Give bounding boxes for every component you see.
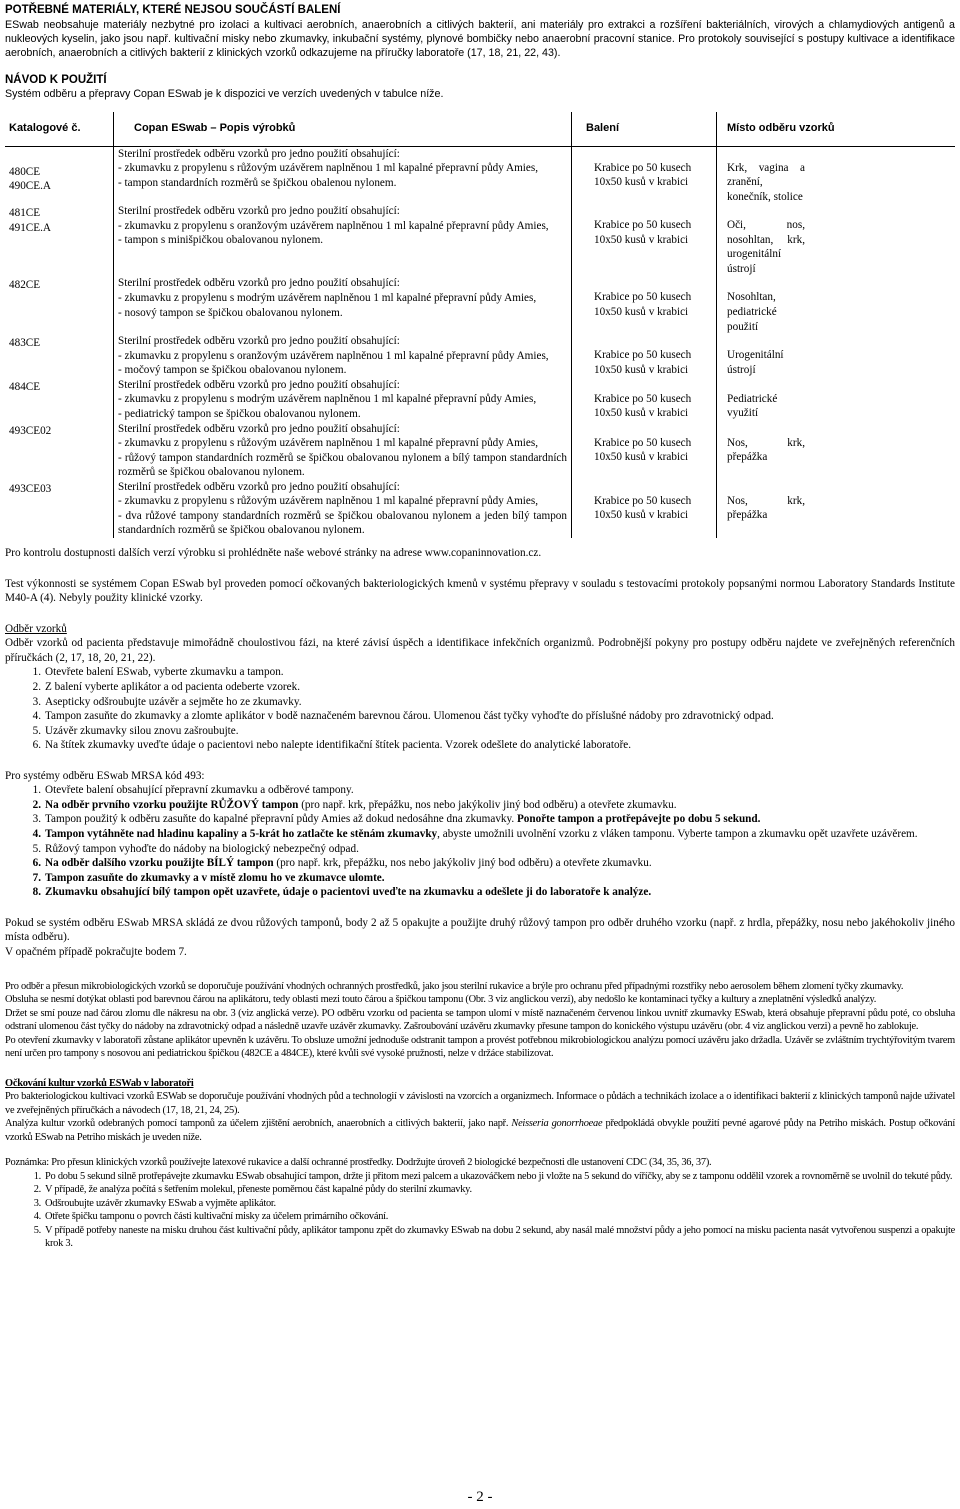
item-text: Tampon zasuňte do zkumavky a zlomte aplikátor v bodě naznačeném barevnou čárou. Ulomenou část tyčky vyhoďte do příslušné nádoby pro zdravotnický odpad. (45, 710, 774, 723)
list-item (5, 1183, 955, 1197)
collection-steps (5, 665, 955, 752)
item-number: 5. (33, 1224, 41, 1236)
description-line: Sterilní prostředek odběru vzorků pro jedno použití obsahující: (118, 277, 400, 290)
catalog-number: 490CE.A (9, 180, 51, 193)
packaging-line: Krabice po 50 kusech (594, 392, 692, 405)
packaging-line: Krabice po 50 kusech (594, 436, 692, 449)
item-text: Uzávěr zkumavky silou znovu zašroubujte. (45, 724, 239, 737)
list-item (5, 856, 955, 871)
list-item (5, 738, 955, 753)
catalog-cell (5, 276, 114, 334)
item-number: 1. (32, 784, 41, 797)
mrsa-heading: Pro systémy odběru ESwab MRSA kód 493: (5, 769, 205, 782)
description-line: - tampon s minišpičkou obalovanou nylonem. (118, 234, 324, 247)
packaging-line: Krabice po 50 kusech (594, 161, 692, 174)
item-text: V případě potřeby naneste na misku druhou část kultivační půdy, aplikátor tamponu zpět do zkumavky ESwab na dobu 2 sekund, aby nasál malé množství půdy a jeho pomocí na misku pacienta nasát vytvořenou suspenzi a opakujte krok 3. (45, 1224, 955, 1250)
description-line: - zkumavku z propylenu s růžovým uzávěrem naplněnou 1 ml kapalné přepravní půdy Amies, (118, 495, 539, 508)
item-number: 7. (32, 871, 41, 884)
product-description (118, 204, 567, 248)
item-text: Z balení vyberte aplikátor a od pacienta odeberte vzorek. (45, 680, 301, 693)
packaging-cell (572, 146, 717, 204)
safety-paragraph-1: Pro odběr a přesun mikrobiologických vzorků se doporučuje používání vhodných ochranných prostředků, jako jsou sterilní rukavice a brýle pro ochranu před případnými rozstřiky nebo aerosolem během zlomení tyčky zkumavky. (5, 980, 904, 992)
item-text: Ponořte tampon a protřepávejte po dobu 5 sekund. (516, 813, 761, 826)
item-text: Otevřete balení obsahující přepravní zkumavku a odběrové tampony. (45, 784, 354, 797)
product-description (118, 276, 567, 320)
catalog-number: 484CE (9, 380, 41, 393)
item-text: Na odběr prvního vzorku použijte RŮŽOVÝ tampon (45, 798, 299, 811)
site-cell: Oči, nos, nosohltan, krk, urogenitální ústrojí (727, 219, 805, 275)
item-number: 2. (33, 1184, 41, 1196)
description-line: - nosový tampon se špičkou obalovanou nylonem. (118, 306, 343, 319)
list-item (5, 812, 955, 827)
description-cell (114, 480, 572, 538)
product-description (118, 378, 567, 422)
item-text: Otřete špičku tamponu o povrch části kultivační misky za účelem primárního očkování. (45, 1211, 389, 1223)
description-cell (114, 204, 572, 276)
description-cell (114, 146, 572, 204)
list-item (5, 724, 955, 739)
item-number: 3. (32, 813, 41, 826)
organism-name: Neisseria gonorrhoeae (511, 1118, 603, 1130)
catalog-number: 480CE (9, 165, 41, 178)
catalog-cell (5, 480, 114, 538)
item-text: (pro např. krk, přepážku, nos nebo jakýkoliv jiný bod odběru) a otevřete zkumavku. (298, 798, 677, 811)
site-cell: Nos, krk, přepážka (727, 494, 805, 522)
item-number: 3. (33, 1197, 41, 1209)
product-table (5, 112, 955, 539)
catalog-number: 493CE02 (9, 424, 52, 437)
culture-paragraph-1: Pro bakteriologickou kultivaci vzorků ESWab se doporučuje používání vhodných půd a technologií v závislosti na vzorcích a organizmech. Informace o půdách a technikách izolace a o identifikaci bakterií z klinických tamponů najde uživatel ve zveřejněných příručkách a návodech (17, 18, 21, 24, 25). (5, 1091, 955, 1116)
product-table-body (5, 146, 955, 538)
header-catalog: Katalogové č. (5, 112, 114, 147)
inoculation-steps (5, 1170, 955, 1251)
packaging-cell (572, 378, 717, 422)
packaging-line: Krabice po 50 kusech (594, 494, 692, 507)
item-number: 2. (32, 680, 41, 693)
description-line: - zkumavku z propylenu s modrým uzávěrem naplněnou 1 ml kapalné přepravní půdy Amies, (118, 393, 537, 406)
list-item (5, 871, 955, 886)
header-description: Copan ESwab – Popis výrobků (114, 112, 572, 147)
table-row (5, 276, 955, 334)
description-cell (114, 378, 572, 422)
product-description (118, 334, 567, 378)
table-row (5, 146, 955, 204)
packaging-line: 10x50 kusů v krabici (594, 176, 689, 189)
product-table-header (5, 112, 955, 147)
table-row (5, 422, 955, 480)
safety-paragraph-3: Držet se smí pouze nad čárou zlomu dle nákresu na obr. 3 (viz anglická verze). PO odběru vzorku od pacienta se tampon ulomí v místě naznačeném červenou linkou uvnitř zkumavky ESwab, která obsahuje přepravní půdu poté, co obsluha odstraní ulomenou část tyčky do nádoby na zdravotnický odpad a následně uzavře uzávěr zkumavky. Zašroubování uzávěru zkumavky přesune tampon do konického výstupu uzávěru (obr. 4 viz anglickou verzi) a pevně ho zablokuje. (5, 1007, 955, 1033)
table-row (5, 480, 955, 538)
catalog-number: 482CE (9, 279, 41, 292)
collection-text: Odběr vzorků od pacienta představuje mimořádně choulostivou fázi, na které závisí úspěch a identifikace infekčních organizmů. Podrobnější pokyny pro postupy odběru najdete ve zveřejněných referenčních příručkách (2, 17, 18, 20, 21, 22). (5, 637, 955, 664)
site-cell: Urogenitální ústrojí (727, 349, 784, 376)
list-item (5, 1170, 955, 1184)
catalog-cell (5, 378, 114, 422)
list-item (5, 783, 955, 798)
product-description (118, 480, 567, 538)
page-number: - 2 - (467, 1489, 493, 1505)
item-text: Odšroubujte uzávěr zkumavky ESwab a vyjměte aplikátor. (45, 1197, 276, 1209)
item-number: 5. (32, 724, 41, 737)
item-text: Otevřete balení ESwab, vyberte zkumavku a tampon. (45, 666, 284, 679)
list-item (5, 709, 955, 724)
materials-intro: ESwab neobsahuje materiály nezbytné pro izolaci a kultivaci aerobních, anaerobních a citlivých bakterií, ani materiály pro extrakci a rozšíření bakteriálních, virových a chlamydiových antigenů a nukleových kyselin, jako jsou např. kultivační misky nebo zkumavky, inkubační systémy, plynové bombičky nebo anaerobní pracovní stanice. Pro protokoly související s postupy kultivace a identifikace aerobních, anaerobních a citlivých bakterií z klinických vzorků odkazujeme na příručky laboratoře (17, 18, 21, 22, 43). (5, 18, 955, 59)
header-site: Místo odběru vzorků (717, 112, 956, 147)
item-text: Zkumavku obsahující bílý tampon opět uzavřete, údaje o pacientovi uveďte na zkumavku a odešlete ji do laboratoře k analýze. (45, 886, 652, 899)
culture-paragraph-2: Analýza kultur vzorků odebraných pomocí tamponů za účelem zjištění aerobních, anaerobních a citlivých bakterií, jako např. Neisseria gonorrhoeae předpokládá obvykle použití pevné agarové půdy na Petriho miskách. Postup očkování vzorků ESwab na Petriho miskách je uveden níže. (5, 1118, 955, 1143)
description-line: - tampon standardních rozměrů se špičkou obalenou nylonem. (118, 176, 397, 189)
safety-note: Poznámka: Pro přesun klinických vzorků používejte latexové rukavice a další ochranné prostředky. Dodržujte úroveň 2 biologické bezpečnosti dle ustanovení CDC (34, 35, 36, 37). (5, 1157, 712, 1169)
item-text: Na odběr dalšího vzorku použijte BÍLÝ tampon (45, 857, 274, 870)
item-text: Tampon zasuňte do zkumavky a v místě zlomu ho ve zkumavce ulomte. (45, 871, 385, 884)
description-line: - močový tampon se špičkou obalovanou nylonem. (118, 364, 347, 377)
description-line: - dva růžové tampony standardních rozměrů se špičkou obalovanou nylonem a jeden bílý tampon standardních rozměrů se špičkou obalovanou nylonem. (118, 509, 567, 537)
catalog-number: 481CE (9, 207, 41, 220)
catalog-number: 491CE.A (9, 221, 51, 234)
item-number: 8. (32, 886, 41, 899)
safety-paragraph-2: Obsluha se nesmí dotýkat oblasti pod barevnou čárou na aplikátoru, tedy oblasti mezi touto čárou a špičkou tamponu (Obr. 3 viz anglickou verzi), aby nedošlo ke kontaminaci tyčky a kultury a zneplatnění výsledků analýzy. (5, 994, 877, 1006)
item-text: Asepticky odšroubujte uzávěr a sejměte ho ze zkumavky. (45, 695, 302, 708)
list-item (5, 842, 955, 857)
description-line: - zkumavku z propylenu s růžovým uzávěrem naplněnou 1 ml kapalné přepravní půdy Amies, (118, 162, 539, 175)
packaging-line: Krabice po 50 kusech (594, 291, 692, 304)
packaging-line: 10x50 kusů v krabici (594, 306, 689, 318)
description-line: - zkumavku z propylenu s modrým uzávěrem naplněnou 1 ml kapalné přepravní půdy Amies, (118, 292, 537, 304)
item-text: , abyste umožnili uvolnění vzorku z vláken tamponu. Vyberte tampon a zkumavku opět uzavřete uzávěrem. (437, 828, 918, 840)
packaging-line: Krabice po 50 kusech (594, 349, 692, 362)
description-line: - růžový tampon standardních rozměrů se špičkou obalovanou nylonem a bílý tampon standardních rozměrů se špičkou obalovanou nylonem. (118, 451, 567, 479)
product-description (118, 147, 567, 191)
site-cell: Krk, vagina a zranění, konečník, stolice (727, 161, 805, 203)
item-number: 6. (32, 739, 41, 752)
list-item (5, 665, 955, 680)
site-cell: Nosohltan, pediatrické použití (727, 291, 777, 333)
packaging-cell (572, 422, 717, 480)
item-text: Tampon použitý k odběru zasuňte do kapalné přepravní půdy Amies až dokud nedosáhne dna zkumavky. (45, 813, 517, 826)
table-row (5, 378, 955, 422)
catalog-number: 493CE03 (9, 482, 52, 495)
header-packaging: Balení (572, 112, 717, 147)
safety-paragraph-4: Po otevření zkumavky v laboratoři zůstane aplikátor upevněn k uzávěru. To obsluze umožní jednoduše odstranit tampon a provést potřebnou mikrobiologickou analýzu pomocí uzávěru jako držadla. Uzávěr se zvláštním trychtýřovitým tvarem není určen pro tampony s nosovou ani pediatrickou špičkou (482CE a 484CE), které kvůli své vysoké pružnosti, nelze v držáce stabilizovat. (5, 1034, 955, 1060)
item-number: 5. (32, 842, 41, 855)
section-title-usage: NÁVOD K POUŽITÍ (5, 73, 107, 86)
list-item (5, 695, 955, 710)
description-line: Sterilní prostředek odběru vzorků pro jedno použití obsahující: (118, 422, 400, 435)
item-text: Růžový tampon vyhoďte do nádoby na biologický nebezpečný odpad. (45, 842, 359, 855)
packaging-line: 10x50 kusů v krabici (594, 233, 689, 246)
packaging-cell (572, 334, 717, 378)
description-cell (114, 276, 572, 334)
catalog-cell (5, 204, 114, 276)
description-cell (114, 422, 572, 480)
description-line: Sterilní prostředek odběru vzorků pro jedno použití obsahující: (118, 378, 400, 391)
item-number: 1. (33, 1170, 41, 1182)
catalog-cell (5, 334, 114, 378)
performance-note: Test výkonnosti se systémem Copan ESwab byl proveden pomocí očkovaných bakteriologických kmenů v systému přepravy v souladu s testovacími protokoly popsanými normou Laboratory Standards Institute M40-A (4). Nebyly použity klinické vzorky. (5, 577, 955, 605)
table-row (5, 204, 955, 276)
description-line: Sterilní prostředek odběru vzorků pro jedno použití obsahující: (118, 147, 400, 160)
packaging-line: 10x50 kusů v krabici (594, 407, 689, 420)
item-text: Na štítek zkumavky uveďte údaje o pacientovi nebo nalepte identifikační štítek pacienta. Vzorek odešlete do analytické laboratoře. (45, 739, 632, 752)
usage-intro: Systém odběru a přepravy Copan ESwab je k dispozici ve verzích uvedených v tabulce níže. (5, 87, 444, 100)
description-line: - pediatrický tampon se špičkou obalovanou nylonem. (118, 407, 361, 420)
item-number: 6. (32, 857, 41, 870)
packaging-line: 10x50 kusů v krabici (594, 363, 689, 376)
description-line: - zkumavku z propylenu s oranžovým uzávěrem naplněnou 1 ml kapalné přepravní půdy Amies, (118, 219, 549, 232)
description-line: Sterilní prostředek odběru vzorků pro jedno použití obsahující: (118, 335, 400, 348)
description-line: Sterilní prostředek odběru vzorků pro jedno použití obsahující: (118, 480, 400, 493)
item-text: Tampon vytáhněte nad hladinu kapaliny a 5-krát ho zatlačte ke stěnám zkumavky (45, 828, 438, 840)
item-number: 4. (32, 710, 41, 723)
description-line: - zkumavku z propylenu s oranžovým uzávěrem naplněnou 1 ml kapalné přepravní půdy Amies, (118, 349, 549, 362)
collection-heading: Odběr vzorků (5, 622, 67, 635)
availability-note: Pro kontrolu dostupnosti dalších verzí výrobku si prohlédněte naše webové stránky na adrese www.copaninnovation.cz. (5, 547, 542, 559)
culture-heading: Očkování kultur vzorků ESWab v laboratoři (5, 1077, 194, 1089)
table-row (5, 334, 955, 378)
packaging-line: Krabice po 50 kusech (594, 219, 692, 232)
mrsa-note: Pokud se systém odběru ESwab MRSA skládá ze dvou růžových tamponů, body 2 až 5 opakujte a použijte druhý růžový tampon pro odběr druhého vzorku (např. z hrdla, přepážky, nosu nebo jakéhokoliv jiného místa odběru). (5, 916, 955, 944)
item-text: Po dobu 5 sekund silně protřepávejte zkumavku ESwab obsahující tampon, držte ji přitom mezi palcem a ukazováčkem nebo ji vložte na 5 sekund do víříčky, aby se z tamponu oddělil vzorek a rovnoměrně se uvolnil do tekuté půdy. (45, 1170, 953, 1182)
packaging-cell (572, 204, 717, 276)
item-text: (pro např. krk, přepážku, nos nebo jakýkoliv jiný bod odběru) a otevřete zkumavku. (273, 857, 652, 870)
site-cell: Nos, krk, přepážka (727, 436, 805, 464)
catalog-number: 483CE (9, 337, 41, 350)
section-title-materials: POTŘEBNÉ MATERIÁLY, KTERÉ NEJSOU SOUČÁSTÍ BALENÍ (5, 4, 341, 16)
mrsa-steps (5, 783, 955, 900)
list-item (5, 827, 955, 842)
list-item (5, 885, 955, 900)
catalog-cell (5, 422, 114, 480)
item-number: 3. (32, 695, 41, 708)
product-description (118, 422, 567, 480)
item-number: 4. (33, 1211, 41, 1223)
item-text: V případě, že analýza počítá s šetřením molekul, přeneste poměrnou část kapalné půdy do sterilní zkumavky. (45, 1184, 472, 1196)
item-number: 2. (32, 798, 41, 811)
site-cell: Pediatrické využití (727, 392, 778, 420)
packaging-cell (572, 276, 717, 334)
list-item (5, 680, 955, 695)
mrsa-note-2: V opačném případě pokračujte bodem 7. (5, 945, 187, 958)
item-number: 1. (32, 666, 41, 679)
description-line: - zkumavku z propylenu s růžovým uzávěrem naplněnou 1 ml kapalné přepravní půdy Amies, (118, 437, 539, 450)
list-item (5, 1224, 955, 1251)
description-line: Sterilní prostředek odběru vzorků pro jedno použití obsahující: (118, 205, 400, 218)
packaging-cell (572, 480, 717, 538)
description-cell (114, 334, 572, 378)
packaging-line: 10x50 kusů v krabici (594, 451, 689, 464)
list-item (5, 1197, 955, 1211)
list-item (5, 798, 955, 813)
packaging-line: 10x50 kusů v krabici (594, 509, 689, 522)
list-item (5, 1210, 955, 1224)
catalog-cell (5, 146, 114, 204)
item-number: 4. (32, 828, 41, 840)
